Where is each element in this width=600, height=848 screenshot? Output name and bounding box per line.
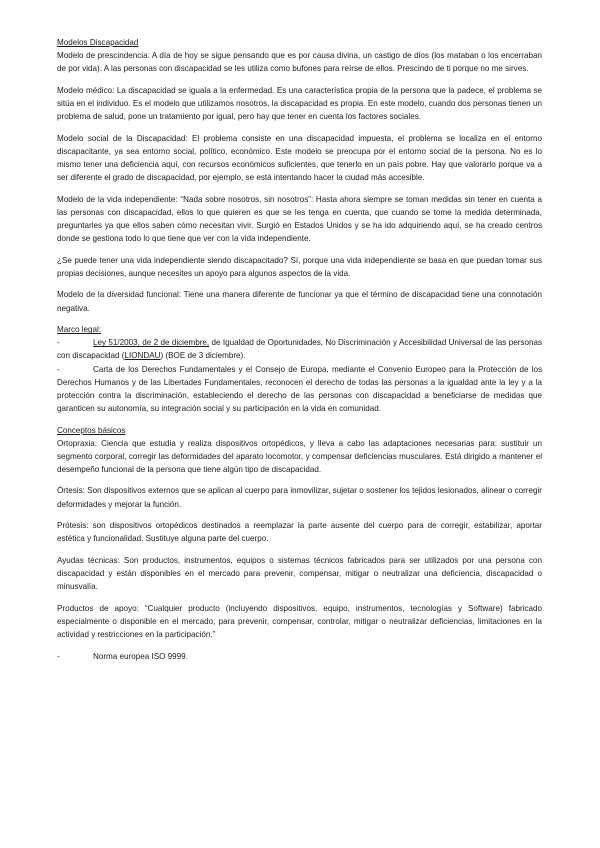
paragraph-ayudas-tecnicas xyxy=(57,554,542,593)
law-reference: Ley 51/2003, de 2 de diciembre, xyxy=(93,338,210,348)
list-item-ley xyxy=(57,336,542,362)
term-label: Productos de apoyo: xyxy=(57,603,139,613)
list-item-text: ) (BOE de 3 diciembre). xyxy=(160,351,246,361)
paragraph-protesis xyxy=(57,519,542,545)
paragraph-productos-apoyo xyxy=(57,602,542,641)
term-definition: Ciencia que estudia y realiza dispositivos ortopédicos, y lleva a cabo las adaptaciones necesarias para: sustituir un segmento corporal, corregir las deformidades del aparato locomotor, y compensar deficiencias musculares. Está dirigido a mantener el desempeño funcional de la persona que tiene algún tipo de discapacidad. xyxy=(57,438,542,474)
list-item-carta xyxy=(57,363,542,415)
term-label: Ayudas técnicas: xyxy=(57,556,120,566)
paragraph-modelo-diversidad-funcional xyxy=(57,288,542,314)
list-item-text: de Igualdad de Oportunidades, No Discriminación y Accesibilidad Universal de las personas con discapacidad ( xyxy=(57,338,543,361)
term-definition: Son dispositivos externos que se aplican al cuerpo para inmovilizar, sujetar o sostener los tejidos lesionados, alinear o corregir deformidades y mejorar la función. xyxy=(57,486,542,509)
term-definition: Son productos, instrumentos, equipos o sistemas técnicos fabricados para ser utilizados por una persona con discapacidad y están disponibles en el mercado para prevenir, compensar, mitigar o neutralizar una deficiencia, discapacidad o minusvalía. xyxy=(57,556,543,592)
document-page xyxy=(57,36,542,671)
term-label: Prótesis: xyxy=(57,521,89,531)
paragraph-modelo-social xyxy=(57,132,542,184)
section-title-marco-legal: Marco legal: xyxy=(57,325,102,335)
paragraph-text: “Nada sobre nosotros, sin nosotros”: Hasta ahora siempre se toman medidas sin tener en cuenta a las personas con discapacidad, ellos lo que quieren es que se les tenga en cuenta, que cuando se tome la medida determinada, preguntarles ya que ellos saben cómo necesitan vivir. Surgió en Estados Unidos y se ha ido adquiriendo aquí, se ha creado centros donde se gestiona todo lo que tiene que ver con la vida independiente. xyxy=(57,194,542,243)
term-definition: son dispositivos ortopédicos destinados a reemplazar la parte ausente del cuerpo para de corregir, estabilizar, aportar estética y funcionalidad. Sustituye alguna parte del cuerpo. xyxy=(57,521,542,544)
paragraph-text: ¿Se puede tener una vida independiente siendo discapacitado? Sí, porque una vida independiente se basa en que puedan tomar sus propias decisiones, aunque necesites un apoyo para algunos aspectos de la vida. xyxy=(57,255,542,278)
section-title-conceptos: Conceptos básicos xyxy=(57,425,126,435)
list-dash: - xyxy=(57,338,60,348)
paragraph-label: Modelo de la vida independiente: xyxy=(57,194,178,204)
document-title: Modelos Discapacidad xyxy=(57,38,139,47)
term-label: Órtesis: xyxy=(57,486,85,496)
list-dash: - xyxy=(57,651,60,661)
paragraph-label: Modelo de prescindencia: xyxy=(57,51,150,61)
law-abbreviation: LIONDAU xyxy=(124,351,161,361)
paragraph-modelo-vida-independiente xyxy=(57,193,542,245)
paragraph-pregunta-vida-independiente xyxy=(57,254,542,280)
paragraph-modelo-prescindencia xyxy=(57,49,542,75)
paragraph-label: Modelo médico: xyxy=(57,85,115,95)
paragraph-text: El problema consiste en una discapacidad impuesta, el problema se localiza en el entorno discapacitante, ya sea entorno social, político, económico. Este modelo se preocupa por el entorno social de la persona. No es lo mismo tener una deficiencia aquí, con recursos económicos suficientes, que tenerlo en un país pobre. Hay que valorarlo porque va a ser diferente el grado de discapacidad, por ejemplo, se está intentando hacer la ciudad más accesible. xyxy=(57,133,542,183)
term-label: Ortopraxia: xyxy=(57,438,98,448)
list-item-text: Norma europea ISO 9999. xyxy=(93,651,188,661)
paragraph-label: Modelo de la diversidad funcional: xyxy=(57,290,182,300)
list-item-text: Carta de los Derechos Fundamentales y el Consejo de Europa, mediante el Convenio Europeo para la Protección de los Derechos Humanos y de las Libertades Fundamentales, reconocen el derecho de todas las personas a la igualdad ante la ley y a la protección contra la discriminación, estableciendo el derecho de las personas con discapacidad a beneficiarse de medidas que garanticen su autonomía, su integración social y su participación en la vida en comunidad. xyxy=(57,364,542,413)
list-dash: - xyxy=(57,364,60,374)
paragraph-text: A día de hoy se sigue pensando que es por causa divina, un castigo de dios (los mataban o los encerraban de por vida). A las personas con discapacidad se les utiliza como bufones para reírse de ellos. Prescindo de ti porque no me sirves. xyxy=(57,51,542,74)
paragraph-label: Modelo social de la Discapacidad: xyxy=(57,133,188,143)
paragraph-modelo-medico xyxy=(57,84,542,123)
paragraph-ortopraxia xyxy=(57,437,542,476)
term-definition: “Cualquier producto (incluyendo dispositivos, equipo, instrumentos, tecnologías y Software) fabricado especialmente o disponible en el mercado, para prevenir, compensar, controlar, mitigar o neutralizar deficiencias, limitaciones en la actividad y restricciones en la participación.” xyxy=(57,603,542,640)
paragraph-text: Tiene una manera diferente de funcionar ya que el término de discapacidad tiene una connotación negativa. xyxy=(57,290,542,313)
list-item-norma xyxy=(57,650,542,663)
paragraph-text: La discapacidad se iguala a la enfermedad. Es una característica propia de la persona que la padece, el problema se sitúa en el individuo. Es el modelo que utilizamos nosotros, la discapacidad es propia. En este modelo, cuando dos personas tienen un problema de salud, pone un tratamiento por igual, pero hay que tener en cuenta los factores sociales. xyxy=(57,85,542,122)
paragraph-ortesis xyxy=(57,484,542,510)
